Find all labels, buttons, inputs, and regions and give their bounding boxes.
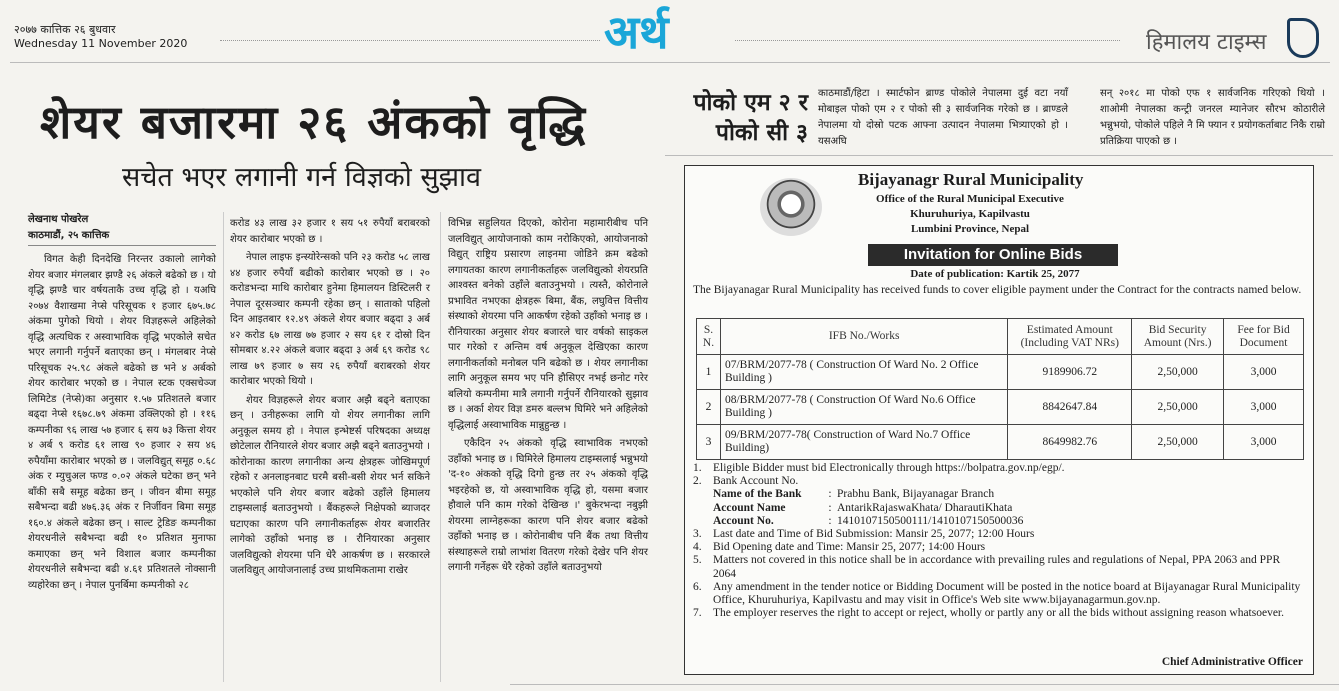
cell-sn: 3 — [697, 425, 721, 460]
side-headline: पोको एम २ र पोको सी ३ — [693, 90, 808, 146]
cell-bid-security: 2,50,000 — [1132, 355, 1224, 390]
term-item: 2. Bank Account No. — [693, 475, 799, 488]
term-text: Matters not covered in this notice shall be in accordance with prevailing rules and regulations of Nepal, PPA 2063 and PPR 2064 — [713, 554, 1281, 580]
paragraph: करोड ४३ लाख ३२ हजार १ सय ५१ रुपैयाँ बराबरको शेयर कारोबार भएको छ । — [230, 218, 430, 245]
paragraph: शेयर विज्ञहरूले शेयर बजार अझै बढ्ने बताएका छन् । उनीहरूका लागि यो शेयर लगानीका लागि अनुकूल समय हो । नेपाल इन्भेष्टर्स परिषदका अध्यक्ष छोटेलाल रौनियारले शेयर बजार अझै बढ्ने बताउनुभयो । कोरोनाका कारण लगानीका अन्य क्षेत्रहरू जोखिमपूर्ण रहेको र अनलाइनबाट घरमै बसी-बसी शेयर भर्न सकिने भएकोले पनि शेयर बजार बढेको उहाँले हिमालय टाइम्सलाई बताउनुभयो । बैंकहरूले निक्षेपको ब्याजदर घटाएका कारण पनि लगानीकर्ताहरू शेयर बजारतिर लागेको उहाँको भनाइ छ । रौनियारका अनुसार जलविद्युत्को शेयरमा पनि धेरै आकर्षण छ । सरकारले जलविद्युत् आयोजनालाई उच्च प्राथमिकतामा राखेर — [230, 394, 430, 576]
col-header-sn: S. N. — [697, 319, 721, 355]
dateline: काठमाडौं, २५ कात्तिक — [28, 228, 216, 247]
side-story-column-1: काठमाडौं/हिटा । स्मार्टफोन ब्राण्ड पोकोले नेपालमा दुई वटा नयाँ मोबाइल पोको एम २ र पोको सी ३ सार्वजनिक गरेको छ । ब्राण्डले नेपालमा यो दोस्रो पटक आफ्ना उत्पादन नेपालमा भित्र्याएको हो । यसअघि — [818, 88, 1068, 147]
term-item: 1. Eligible Bidder must bid Electronically through https://bolpatra.gov.np/egp/. — [693, 462, 1065, 474]
term-item: 3. Last date and Time of Bid Submission: Mansir 25, 2077; 12:00 Hours — [693, 528, 1035, 541]
date-english: Wednesday 11 November 2020 — [14, 37, 188, 50]
term-item: 6. Any amendment in the tender notice or Bidding Document will be posted in the notice board at Bijayanagar Rural Municipality Office, Khuruhuriya, Kapilvastu and may visit in Office's Web site www.bijayanagarmun.gov.np. — [693, 581, 1305, 607]
article-column-3 — [448, 216, 648, 579]
cell-estimate: 9189906.72 — [1008, 355, 1132, 390]
cell-fee: 3,000 — [1224, 390, 1304, 425]
term-text: The employer reserves the right to accept or reject, wholly or partly any or all the bids without assigning reason whatsoever. — [713, 607, 1284, 620]
table-row — [697, 425, 1304, 460]
nepal-emblem-icon — [760, 178, 822, 236]
cell-fee: 3,000 — [1224, 355, 1304, 390]
table-row — [697, 390, 1304, 425]
notice-address-2: Lumbini Province, Nepal — [910, 223, 1030, 235]
bank-label: Account No. — [713, 514, 774, 527]
cell-sn: 1 — [697, 355, 721, 390]
bank-detail-row: Account Name : AntarikRajaswaKhata/ DharautiKhata — [713, 501, 1013, 514]
table-row — [697, 355, 1304, 390]
term-text: Eligible Bidder must bid Electronically through https://bolpatra.gov.np/egp/. — [713, 462, 1065, 474]
header-rule — [10, 62, 1330, 63]
notice-terms — [693, 462, 1305, 620]
bank-value: Prabhu Bank, Bijayanagar Branch — [837, 488, 995, 501]
cell-works: 07/BRM/2077-78 ( Construction Of Ward No. 2 Office Building ) — [720, 355, 1007, 390]
term-item: 7. The employer reserves the right to accept or reject, wholly or partly any or all the bids without assigning reason whatsoever. — [693, 607, 1284, 620]
bank-value: AntarikRajaswaKhata/ DharautiKhata — [837, 501, 1013, 514]
col-header-fee: Fee for Bid Document — [1224, 319, 1304, 355]
notice-intro: The Bijayanagar Rural Municipality has received funds to cover eligible payment under the Contract for the contracts named below. — [693, 284, 1302, 296]
byline: लेखनाथ पोखरेल — [28, 214, 89, 225]
newspaper-brand: हिमालय टाइम्स — [1146, 30, 1267, 55]
bank-detail-row: Name of the Bank : Prabhu Bank, Bijayanagar Branch — [713, 488, 995, 501]
side-story-column-2: सन् २०१८ मा पोको एफ १ सार्वजनिक गरिएको थियो । शाओमी नेपालका कन्ट्री जनरल म्यानेजर सौरभ कोठारीले भन्नुभयो, पोकोले पहिले नै मि फ्यान र प्रयोगकर्ताबाट निकै राम्रो प्रतिक्रिया पाएको छ । — [1100, 88, 1325, 147]
newspaper-logo-icon — [1287, 18, 1319, 58]
paragraph: विभिन्न सहुलियत दिएको, कोरोना महामारीबीच पनि जलविद्युत् आयोजनाको काम नरोकिएको, आयोजनाको विद्युत् राष्ट्रिय प्रसारण लाइनमा जोडिने क्रम बढेको लगायतका कारण लगानीकर्ताहरू जलविद्युत्को शेयरप्रति आश्वस्त बनेको उहाँले बताउनुभयो । त्यस्तै, कोरोनाले प्रभावित नभएका क्षेत्रहरू बिमा, बैंक, लघुवित्त वित्तीय संस्थाको शेयरमा पनि आकर्षण रहेको उहाँको भनाइ छ । रौनियारका अनुसार शेयर बजारले चार वर्षको साइकल पार गरेको र अन्तिम वर्ष अनुकूल देखिएका कारण लगानीकर्ताको मनोबल पनि बढेको छ । शेयर लगानीका लागि अनुकूल समय भए पनि हौसिएर नभई छनोट गरेर बलियो कम्पनीमा मात्रै लगानी गर्नुपर्ने रौनियारको सुझाव छ । अर्का शेयर विज्ञ डमरु बल्लभ घिमिरे भने अहिलेको वृद्धिलाई अस्वाभाविक मान्नुहुन्छ । — [448, 218, 648, 431]
cell-works: 09/BRM/2077-78( Construction of Ward No.7 Office Building) — [720, 425, 1007, 460]
bid-table — [696, 318, 1304, 460]
paragraph: विगत केही दिनदेखि निरन्तर उकालो लागेको शेयर बजार मंगलबार झण्डै २६ अंकले बढेको छ । यो वृद्धि झण्डै चार वर्षयताकै उच्च वृद्धि हो । यअघि २०७४ वैशाखमा नेप्से परिसूचक १ हजार ६७५.७८ अंकमा पुगेको थियो । शेयर विज्ञहरूले अहिलेको वृद्धि अत्यधिक र अस्वाभाविक वृद्धि भएकोले सचेत भएर लगानी गर्नुपर्ने बताएका छन् । मंगलबार नेप्से परिसूचक २५.९८ अंकले बढेको छ भने ४ अर्बको शेयर कारोबार भएको छ । नेपाल स्टक एक्सचेञ्ज लिमिटेड (नेप्से)का अनुसार १.५७ प्रतिशतले बजार बढ्दा नेप्से १६७८.७९ अंकमा उक्लिएको हो । ११६ कम्पनीका ९६ लाख ५७ हजार ६ सय ७३ कित्ता शेयर ४ अर्ब ९ करोड ६१ लाख ९० हजार २ सय ४६ रुपैयाँमा कारोबार भएको छ । जलविद्युत् समूह ०.६८ अंक र म्युचुअल फण्ड ०.०२ अंकले घटेका छन् भने बाँकी सबै समूह बढेका छन् । जीवन बीमा समूह सबैभन्दा बढी ४७६.३६ अंक र निर्जीवन बिमा समूह १६०.४ अंकले बढेका छन् । साल्ट ट्रेडिङ कम्पनीका शेयरधनीले सबैभन्दा बढी १० प्रतिशत मुनाफा कमाएका छन् भने विशाल बजार कम्पनीका शेयरधनीले सबैभन्दा बढी ४.६१ प्रतिशतले नोक्सानी व्यहोरेका छन् । नेपाल पुनर्बिमा कम्पनीको २८ — [28, 254, 216, 591]
headline: शेयर बजारमा २६ अंकको वृद्धि — [40, 95, 588, 149]
paragraph: नेपाल लाइफ इन्स्योरेन्सको पनि २३ करोड ५८ लाख ४४ हजार रुपैयाँ बढीको कारोबार भएको छ । २० करोडभन्दा माथि कारोबार हुनेमा हिमालयन डिस्टिलरी र नेपाल दूरसञ्चार कम्पनी रहेका छन् । साताको पहिलो दिन आइतबार १२.४९ अंकले शेयर बजार बढ्दा ३ अर्ब ४२ करोड ६७ लाख ७७ हजार २ सय ६१ र दोस्रो दिन सोमबार ४.२२ अंकले बजार बढ्दा ३ अर्ब ६९ करोड ९८ लाख ७९ हजार ७ सय २६ रुपैयाँ बराबरको शेयर कारोबार भएको थियो । — [230, 252, 430, 387]
col-header-estimate: Estimated Amount (Including VAT NRs) — [1008, 319, 1132, 355]
bank-value: 1410107150500111/1410107150500036 — [837, 514, 1024, 527]
cell-bid-security: 2,50,000 — [1132, 390, 1224, 425]
term-item: 4. Bid Opening date and Time: Mansir 25, 2077; 14:00 Hours — [693, 541, 986, 554]
cell-estimate: 8842647.84 — [1008, 390, 1132, 425]
column-divider — [223, 212, 224, 682]
term-text: Any amendment in the tender notice or Bidding Document will be posted in the notice board at Bijayanagar Rural Municipality Office, Khuruhuriya, Kapilvastu and may visit in Office's Web site www.bijayanagarmun.gov.np. — [713, 580, 1301, 607]
notice-title-banner: Invitation for Online Bids — [868, 244, 1118, 266]
article-column-1 — [28, 212, 216, 596]
side-story-rule — [665, 155, 1333, 156]
signature: Chief Administrative Officer — [1161, 656, 1303, 668]
notice-office: Office of the Rural Municipal Executive — [876, 193, 1064, 205]
bank-label: Account Name — [713, 501, 786, 514]
notice-address-1: Khuruhuriya, Kapilvastu — [910, 208, 1030, 220]
col-header-works: IFB No./Works — [720, 319, 1007, 355]
publication-date: Date of publication: Kartik 25, 2077 — [910, 268, 1080, 280]
subheadline: सचेत भएर लगानी गर्न विज्ञको सुझाव — [122, 162, 482, 193]
article-column-2 — [230, 216, 430, 582]
paragraph: एकैदिन २५ अंकको वृद्धि स्वाभाविक नभएको उहाँको भनाइ छ । घिमिरेले हिमालय टाइम्सलाई भन्नुभयो 'द-१० अंकको वृद्धि दिगो हुन्छ तर २५ अंकको वृद्धि भइरहेको छ, यो अस्वाभाविक वृद्धि हो, यसमा बजार हौवाले पनि काम गरेको देखिन्छ ।' बुकेरभन्दा नबुझी शेयरमा लाग्नेहरूका कारण पनि शेयर बजार बढेको उहाँको भनाइ छ । कोरोनाबीच पनि बैंक तथा वित्तीय संस्थाहरूले राम्रो लाभांश वितरण गरेको देखेर पनि शेयर लगानी गर्नेहरू धेरै रहेको उहाँले बताउनुभयो — [448, 438, 648, 573]
bank-label: Name of the Bank — [713, 488, 802, 501]
term-text: Bid Opening date and Time: Mansir 25, 2077; 14:00 Hours — [713, 541, 986, 554]
term-text: Bank Account No. — [713, 475, 799, 488]
cell-works: 08/BRM/2077-78 ( Construction Of Ward No.6 Office Building ) — [720, 390, 1007, 425]
term-text: Last date and Time of Bid Submission: Mansir 25, 2077; 12:00 Hours — [713, 528, 1035, 541]
header-divider-left — [220, 40, 600, 41]
header-divider-right — [735, 40, 1120, 41]
cell-bid-security: 2,50,000 — [1132, 425, 1224, 460]
cell-fee: 3,000 — [1224, 425, 1304, 460]
bank-detail-row: Account No. : 1410107150500111/1410107150500036 — [713, 514, 1024, 527]
column-divider — [440, 212, 441, 682]
cell-estimate: 8649982.76 — [1008, 425, 1132, 460]
bottom-rule — [510, 684, 1339, 685]
table-header-row — [697, 319, 1304, 355]
notice-organization: Bijayanagr Rural Municipality — [858, 170, 1084, 189]
term-item: 5. Matters not covered in this notice shall be in accordance with prevailing rules and regulations of Nepal, PPA 2063 and PPR 2064 — [693, 554, 1305, 580]
date-nepali: २०७७ कात्तिक २६ बुधवार — [14, 23, 116, 36]
col-header-bid-security: Bid Security Amount (Nrs.) — [1132, 319, 1224, 355]
section-title: अर्थ — [604, 5, 669, 59]
cell-sn: 2 — [697, 390, 721, 425]
